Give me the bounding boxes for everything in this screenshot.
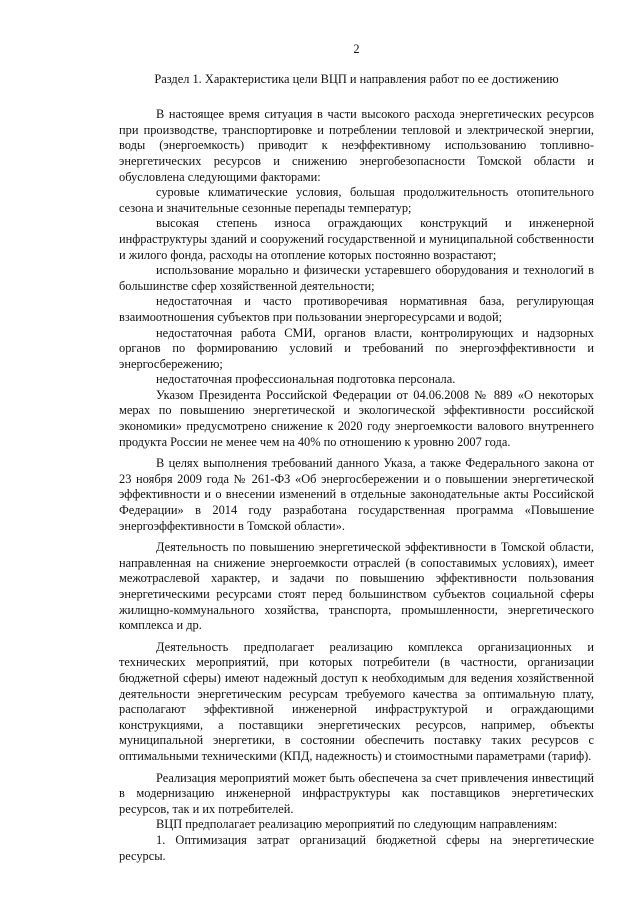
paragraph-activity-measures: Деятельность предполагает реализацию комплекса организационных и технических мероприятий, при которых потребители (в частности, организации бюджетной сферы) имеют надежный доступ к необходимым для ведения хозяйственной деятельности энергетическим ресурсам требуемого качества за оптимальную плату, располагают эффективной инженерной инфраструктурой и ограждающими конструкциями, а поставщики энергетических ресурсов, например, объекты муниципальной энергетики, в состоянии обеспечить поставку таких ресурсов с оптимальными техническими (КПД, надежность) и стоимостными параметрами (тариф). bbox=[119, 639, 594, 763]
page-number: 2 bbox=[353, 42, 360, 56]
paragraph-implementation: Реализация мероприятий может быть обеспечена за счет привлечения инвестиций в модернизацию инженерной инфраструктуры как поставщиков энергетических ресурсов, так и их потребителей. bbox=[119, 770, 594, 816]
paragraph-factor-media: недостаточная работа СМИ, органов власти, контролирующих и надзорных органов по формированию условий и требований по энергоэффективности и энергосбережению; bbox=[119, 325, 594, 371]
paragraph-factor-equipment: использование морально и физически устаревшего оборудования и технологий в большинстве сфер хозяйственной деятельности; bbox=[119, 263, 594, 293]
paragraph-direction-1: 1. Оптимизация затрат организаций бюджетной сферы на энергетические ресурсы. bbox=[119, 832, 594, 863]
paragraph-intro: В настоящее время ситуация в части высокого расхода энергетических ресурсов при производстве, транспортировке и потреблении тепловой и электрической энергии, воды (энергоемкость) приводит к неэффективному использованию топливно-энергетических ресурсов и снижению энергобезопасности Томской области и обусловлена следующими факторами: bbox=[119, 107, 594, 184]
section-heading: Раздел 1. Характеристика цели ВЦП и направления работ по ее достижению bbox=[154, 71, 559, 86]
paragraph-federal-law: В целях выполнения требований данного Указа, а также Федерального закона от 23 ноября 2009 года № 261-ФЗ «Об энергосбережении и о повышении энергетической эффективности и о внесении изменений в отдельные законодательные акты Российской Федерации» в 2014 году разработана государственная программа «Повышение энергоэффективности в Томской области». bbox=[119, 456, 594, 533]
paragraph-factor-wear: высокая степень износа ограждающих конструкций и инженерной инфраструктуры зданий и сооружений государственной и муниципальной собственности и жилого фонда, расходы на отопление которых постоянно возрастают; bbox=[119, 216, 594, 262]
paragraph-factor-training: недостаточная профессиональная подготовка персонала. bbox=[156, 372, 456, 387]
paragraph-factor-climate: суровые климатические условия, большая продолжительность отопительного сезона и значительные сезонные перепады температур; bbox=[119, 185, 594, 215]
paragraph-directions: ВЦП предполагает реализацию мероприятий по следующим направлениям: bbox=[156, 817, 558, 832]
paragraph-factor-regulation: недостаточная и часто противоречивая нормативная база, регулирующая взаимоотношения субъектов при пользовании энергоресурсами и водой; bbox=[119, 294, 594, 324]
paragraph-presidential-decree: Указом Президента Российской Федерации от 04.06.2008 № 889 «О некоторых мерах по повышению энергетической и экологической эффективности российской экономики» предусмотрено снижение к 2020 году энергоемкости валового внутреннего продукта России не менее чем на 40% по отношению к уровню 2007 года. bbox=[119, 387, 594, 449]
paragraph-activity-scope: Деятельность по повышению энергетической эффективности в Томской области, направленная на снижение энергоемкости отраслей (в сопоставимых условиях), имеет межотраслевой характер, и задачи по повышению эффективности пользования энергетическими ресурсами стоят перед большинством субъектов социальной сферы жилищно-коммунального хозяйства, транспорта, промышленности, энергетического комплекса и др. bbox=[119, 540, 594, 633]
